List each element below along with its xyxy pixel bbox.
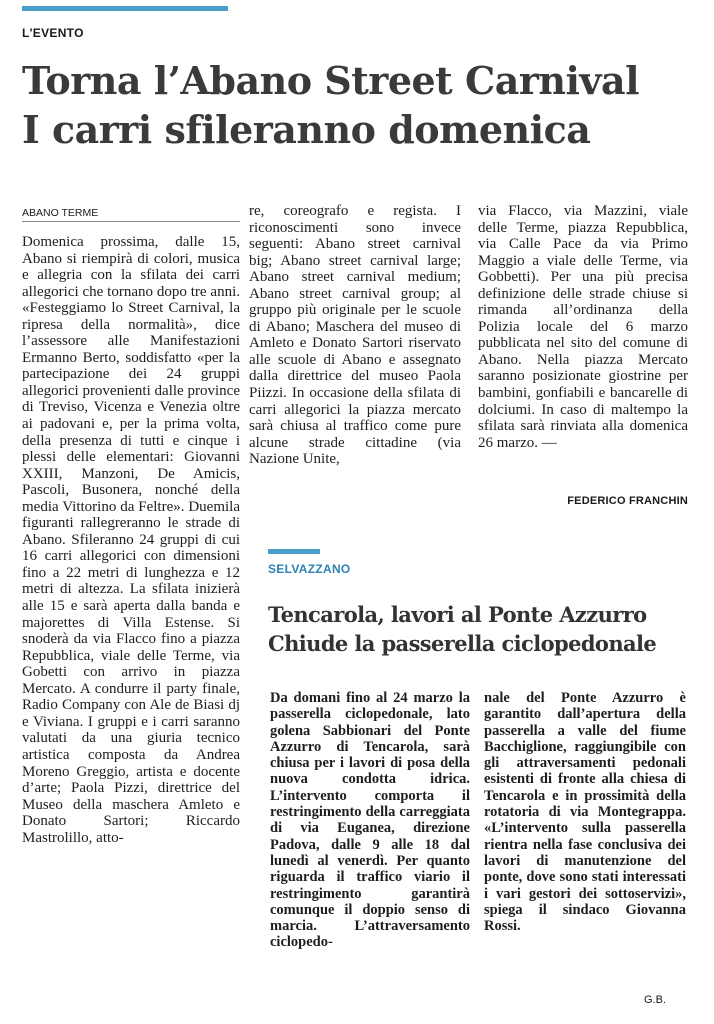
- brief-headline-line-2: Chiude la passerella ciclopedonale: [268, 631, 657, 656]
- headline-line-1: Torna l’Abano Street Carnival: [22, 58, 640, 103]
- section-label: L'EVENTO: [22, 26, 84, 40]
- headline-line-2: I carri sfileranno domenica: [22, 107, 591, 152]
- brief-section-label: SELVAZZANO: [268, 562, 351, 576]
- article-column-2: re, coreografo e regista. I riconoscimenti sono invece seguenti: Abano street carnival big; Abano street carnival large; Abano street carnival medium; Abano street carnival group; al gruppo più originale per le scuole di Abano; Maschera del museo di Amleto e Donato Sartori riservato alle scuole di Abano e assegnato dalla direttrice del museo Paola Piizzi. In occasione della sfilata di carri allegorici la piazza mercato sarà chiusa al traffico come pure alcune strade cittadine (via Nazione Unite,: [249, 203, 461, 468]
- section-accent-bar: [22, 6, 228, 11]
- article-headline: [22, 56, 702, 154]
- article-dateline: ABANO TERME: [22, 207, 240, 222]
- brief-signature: G.B.: [644, 994, 667, 1006]
- brief-column-2: nale del Ponte Azzurro è garantito dall’apertura della passerella a valle del fiume Bacchiglione, raggiungibile con gli attraversamenti pedonali esistenti di fronte alla chiesa di Tencarola e in prossimità della rotatoria di via Montegrappa. «L’intervento sulla passerella rientra nella fase conclusiva dei lavori di manutenzione del ponte, dove sono stati interessati i vari gestori dei sottoservizi», spiega il sindaco Giovanna Rossi.: [484, 690, 686, 935]
- brief-headline: [268, 600, 698, 658]
- article-column-1: Domenica prossima, dalle 15, Abano si riempirà di colori, musica e allegria con la sfilata dei carri allegorici che tornano dopo tre anni. «Festeggiamo lo Street Carnival, la ripresa della normalità», dice l’assessore alle Manifestazioni Ermanno Berto, soddisfatto «per la partecipazione dei 24 gruppi allegorici provenienti dalle province di Treviso, Vicenza e Venezia oltre ai padovani e, per la prima volta, della presenza di tutti e cinque i plessi delle elementari: Giovanni XXIII, Manzoni, De Amicis, Pascoli, Busonera, nonché della media Vittorino da Feltre». Duemila figuranti rallegreranno le strade di Abano. Sfileranno 24 gruppi di cui 16 carri allegorici con dimensioni fino a 22 metri di lunghezza e 12 metri di altezza. La sfilata inizierà alle 15 e sarà aperta dalla banda e majorettes di Villa Estense. Si snoderà da via Flacco fino a piazza Repubblica, viale delle Terme, via Gobetti con arrivo in piazza Mercato. A condurre il party finale, Radio Company con Ale de Biasi dj e Viviana. I gruppi e i carri saranno valutati da una giuria tecnico artistica composta da Andrea Moreno Greggio, artista e docente d’arte; Paola Pizzi, direttrice del Museo della maschera Amleto e Donato Sartori; Riccardo Mastrolillo, atto-: [22, 234, 240, 846]
- brief-headline-line-1: Tencarola, lavori al Ponte Azzurro: [268, 602, 647, 627]
- article-byline: FEDERICO FRANCHIN: [567, 495, 688, 507]
- brief-column-1: Da domani fino al 24 marzo la passerella ciclopedonale, lato golena Sabbionari del Ponte Azzurro di Tencarola, sarà chiusa per i lavori di posa della nuova condotta idrica. L’intervento comporta il restringimento della carreggiata di via Euganea, direzione Padova, dalle 9 alle 18 dal lunedì al venerdì. Per quanto riguarda il traffico viario il restringimento garantirà comunque il doppio senso di marcia. L’attraversamento ciclopedo-: [270, 690, 470, 951]
- brief-accent-bar: [268, 549, 320, 554]
- article-column-3: via Flacco, via Mazzini, viale delle Terme, piazza Repubblica, via Calle Pace da via Primo Maggio a viale delle Terme, via Gobbetti). Per una più precisa definizione delle strade chiuse si rimanda all’ordinanza della Polizia locale del 6 marzo pubblicata nel sito del comune di Abano. Nella piazza Mercato saranno posizionate giostrine per bambini, gonfiabili e bancarelle di dolciumi. In caso di maltempo la sfilata sarà rinviata alla domenica 26 marzo. —: [478, 203, 688, 451]
